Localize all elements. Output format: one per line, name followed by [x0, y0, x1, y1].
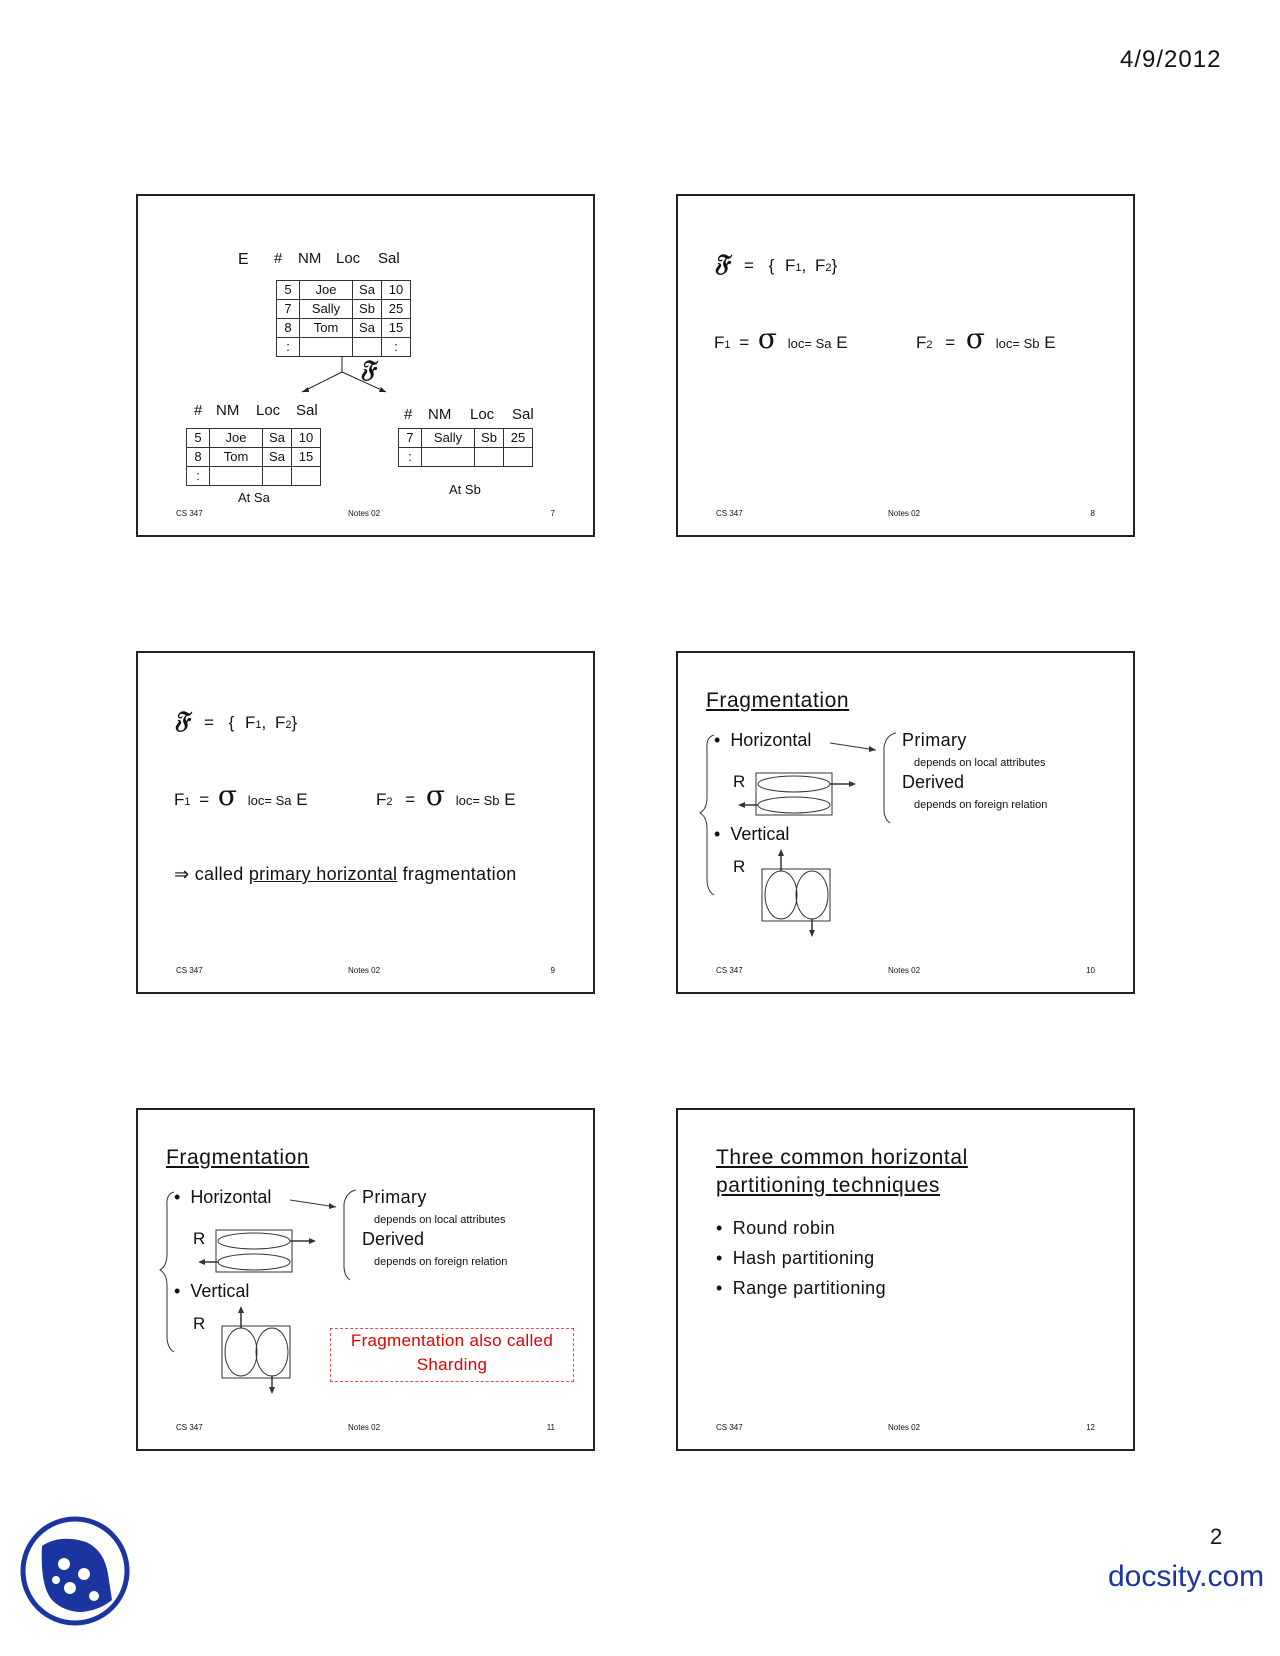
table-row: : :	[277, 338, 411, 357]
footer-course: CS 347	[176, 509, 203, 518]
primary-note: depends on local attributes	[914, 757, 1046, 769]
list-item: • Round robin	[716, 1218, 836, 1238]
footer-course: CS 347	[176, 1423, 203, 1432]
footer-course: CS 347	[176, 966, 203, 975]
derived-note: depends on foreign relation	[914, 799, 1048, 811]
footer-page: 7	[550, 509, 555, 518]
page-date: 4/9/2012	[1120, 46, 1222, 73]
footer-notes: Notes 02	[888, 1423, 921, 1432]
table-row: 8 Tom Sa 15	[277, 319, 411, 338]
docsity-link[interactable]: docsity.com	[1108, 1560, 1265, 1593]
table-row: 7 Sally Sb 25	[399, 429, 533, 448]
sigma-symbol: σ	[965, 322, 986, 355]
f2-definition: F2 = σ loc= Sb E	[376, 779, 516, 812]
slide-9	[136, 651, 595, 994]
fragment-set: 𝔉 = { F1, F2}	[714, 248, 838, 277]
slide-10	[676, 651, 1135, 994]
fragmentation-symbol: 𝔉	[174, 705, 190, 734]
slide-8	[676, 194, 1135, 537]
footer-page: 9	[550, 966, 555, 975]
footer-course: CS 347	[716, 509, 743, 518]
relation-r-label: R	[193, 1229, 206, 1248]
horizontal-bullet: • Horizontal	[174, 1187, 272, 1207]
derived-note: depends on foreign relation	[374, 1256, 508, 1268]
table-row: :	[399, 448, 533, 467]
left-fragment-caption: At Sa	[238, 490, 270, 505]
relation-e-label: E	[238, 251, 249, 268]
relation-e-header: # NM Loc Sal	[274, 250, 400, 267]
page-number: 2	[1210, 1524, 1223, 1549]
list-item: • Range partitioning	[716, 1278, 887, 1298]
primary-note: depends on local attributes	[374, 1214, 506, 1226]
sigma-symbol: σ	[217, 779, 238, 812]
footer-page: 10	[1086, 966, 1095, 975]
slide-title: Fragmentation	[706, 689, 850, 712]
relation-r-label: R	[733, 772, 746, 791]
footer-notes: Notes 02	[348, 1423, 381, 1432]
f2-definition: F2 = σ loc= Sb E	[916, 322, 1056, 355]
footer-course: CS 347	[716, 966, 743, 975]
table-row: 7 Sally Sb 25	[277, 300, 411, 319]
footer-page: 12	[1086, 1423, 1095, 1432]
technique-list	[716, 1213, 886, 1303]
sigma-symbol: σ	[425, 779, 446, 812]
list-item: • Hash partitioning	[716, 1248, 875, 1268]
fragmentation-symbol: 𝔉	[714, 248, 730, 277]
slide-12	[676, 1108, 1135, 1451]
sigma-symbol: σ	[757, 322, 778, 355]
f1-definition: F1 = σ loc= Sa E	[714, 322, 848, 355]
footer-notes: Notes 02	[348, 966, 381, 975]
table-row: 8 Tom Sa 15	[187, 448, 321, 467]
footer-notes: Notes 02	[888, 509, 921, 518]
implies-icon: ⇒	[174, 864, 190, 884]
footer-notes: Notes 02	[348, 509, 381, 518]
docsity-logo-icon[interactable]	[20, 1516, 130, 1626]
footer-page: 8	[1090, 509, 1095, 518]
footer-page: 11	[546, 1423, 555, 1432]
fragment-set: 𝔉 = { F1, F2}	[174, 705, 298, 734]
table-row: 5 Joe Sa 10	[187, 429, 321, 448]
primary-horizontal-statement: ⇒ called primary horizontal fragmentation	[174, 864, 517, 884]
f1-definition: F1 = σ loc= Sa E	[174, 779, 308, 812]
vertical-bullet: • Vertical	[174, 1281, 250, 1301]
left-fragment-table	[186, 428, 321, 486]
derived-label: Derived	[362, 1229, 425, 1249]
relation-r-label: R	[733, 857, 746, 876]
primary-label: Primary	[362, 1187, 427, 1207]
slide-title: Fragmentation	[166, 1146, 310, 1169]
right-fragment-table	[398, 428, 533, 467]
footer-notes: Notes 02	[888, 966, 921, 975]
horizontal-bullet: • Horizontal	[714, 730, 812, 750]
slide-title: Three common horizontal partitioning techniques	[716, 1146, 968, 1197]
relation-r-label: R	[193, 1314, 206, 1333]
slide-7	[136, 194, 595, 537]
slide-11	[136, 1108, 595, 1451]
right-fragment-caption: At Sb	[449, 482, 481, 497]
sharding-callout: Fragmentation also called Sharding	[330, 1328, 574, 1382]
vertical-bullet: • Vertical	[714, 824, 790, 844]
primary-label: Primary	[902, 730, 967, 750]
table-row: 5 Joe Sa 10	[277, 281, 411, 300]
left-fragment-header: # NM Loc Sal	[194, 402, 318, 419]
footer-course: CS 347	[716, 1423, 743, 1432]
right-fragment-header: # NM Loc Sal	[404, 406, 534, 423]
fragmentation-symbol: 𝔉	[360, 354, 376, 383]
table-row: :	[187, 467, 321, 486]
derived-label: Derived	[902, 772, 965, 792]
